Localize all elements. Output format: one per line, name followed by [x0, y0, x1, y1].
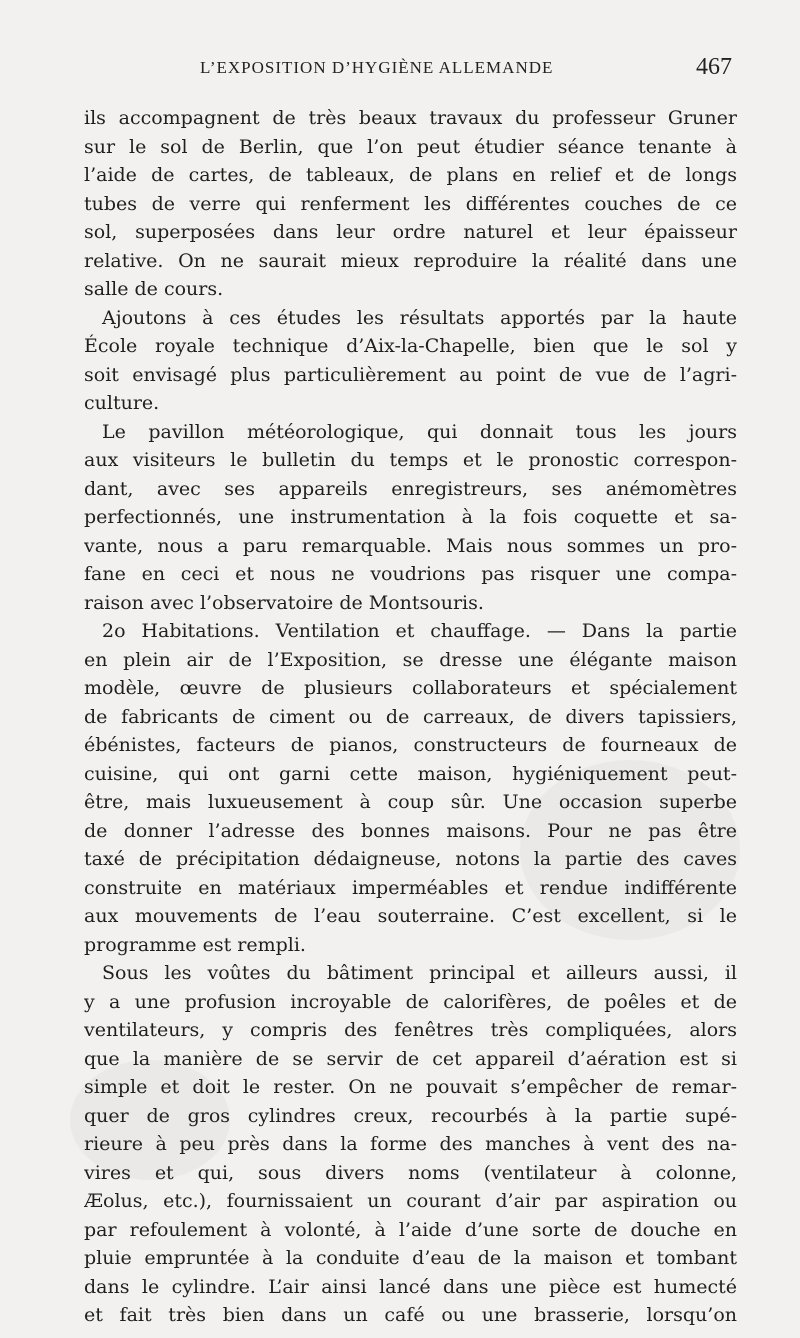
text-line: vante, nous a paru remarquable. Mais nous sommes un pro-: [84, 534, 737, 557]
text-line: tubes de verre qui renferment les différentes couches de ce: [84, 192, 737, 215]
text-line: l’aide de cartes, de tableaux, de plans en relief et de longs: [84, 164, 737, 186]
text-line: de donner l’adresse des bonnes maisons. Pour ne pas être: [84, 819, 737, 842]
text-line: dans le cylindre. L’air ainsi lancé dans une pièce est humecté: [84, 1275, 737, 1298]
text-line: ventilateurs, y compris des fenêtres très compliquées, alors: [84, 1019, 737, 1041]
text-line: quer de gros cylindres creux, recourbés à la partie supé-: [84, 1104, 737, 1127]
text-line: Ajoutons à ces études les résultats apportés par la haute: [102, 306, 737, 329]
text-line: sol, superposées dans leur ordre naturel et leur épaisseur: [84, 221, 737, 243]
text-line: aux mouvements de l’eau souterraine. C’est excellent, si le: [84, 905, 737, 927]
text-line: dant, avec ses appareils enregistreurs, ses anémomètres: [84, 477, 737, 500]
text-line: École royale technique d’Aix-la-Chapelle, bien que le sol y: [84, 335, 737, 357]
text-line: rieure à peu près dans la forme des manches à vent des na-: [84, 1133, 737, 1155]
text-line: cuisine, qui ont garni cette maison, hygiéniquement peut-: [84, 762, 737, 785]
page-header: [84, 54, 734, 88]
text-line: simple et doit le rester. On ne pouvait s’empêcher de remar-: [84, 1076, 737, 1098]
text-line: de fabricants de ciment ou de carreaux, de divers tapissiers,: [84, 705, 737, 728]
text-line: Le pavillon météorologique, qui donnait tous les jours: [102, 420, 737, 443]
text-line: modèle, œuvre de plusieurs collaborateurs et spécialement: [84, 677, 737, 699]
text-line: être, mais luxueusement à coup sûr. Une occasion superbe: [84, 791, 737, 813]
text-line: aux visiteurs le bulletin du temps et le pronostic correspon-: [84, 449, 737, 471]
text-line: programme est rempli.: [84, 933, 306, 956]
text-line: en plein air de l’Exposition, se dresse une élégante maison: [84, 648, 737, 671]
text-line: ébénistes, facteurs de pianos, constructeurs de fourneaux de: [84, 734, 737, 756]
text-line: fane en ceci et nous ne voudrions pas risquer une compa-: [84, 563, 737, 585]
page-number: 467: [696, 54, 732, 80]
text-line: par refoulement à volonté, à l’aide d’une sorte de douche en: [84, 1218, 737, 1241]
text-line: perfectionnés, une instrumentation à la fois coquette et sa-: [84, 506, 737, 528]
text-line: construite en matériaux imperméables et rendue indifférente: [84, 876, 737, 899]
text-line: et fait très bien dans un café ou une brasserie, lorsqu’on: [84, 1304, 737, 1326]
text-line: salle de cours.: [84, 278, 224, 300]
text-line: Sous les voûtes du bâtiment principal et ailleurs aussi, il: [102, 962, 737, 984]
text-line: soit envisagé plus particulièrement au point de vue de l’agri-: [84, 363, 737, 386]
text-line: Æolus, etc.), fournissaient un courant d’air par aspiration ou: [84, 1190, 737, 1212]
text-line: ils accompagnent de très beaux travaux du professeur Gruner: [84, 107, 737, 129]
section-heading-line: 2o Habitations. Ventilation et chauffage. — Dans la partie: [102, 620, 737, 642]
running-title: L’EXPOSITION D’HYGIÈNE ALLEMANDE: [200, 58, 554, 77]
text-line: taxé de précipitation dédaigneuse, notons la partie des caves: [84, 848, 737, 870]
text-line: y a une profusion incroyable de calorifères, de poêles et de: [84, 990, 737, 1013]
text-line: sur le sol de Berlin, que l’on peut étudier séance tenante à: [84, 135, 737, 158]
text-line: raison avec l’observatoire de Montsouris.: [84, 591, 484, 614]
text-line: que la manière de se servir de cet appareil d’aération est si: [84, 1047, 737, 1070]
text-line: relative. On ne saurait mieux reproduire la réalité dans une: [84, 249, 737, 272]
text-line: pluie empruntée à la conduite d’eau de la maison et tombant: [84, 1247, 737, 1269]
body-text: [84, 104, 737, 1330]
text-line: culture.: [84, 392, 160, 414]
text-line: vires et qui, sous divers noms (ventilateur à colonne,: [84, 1161, 737, 1184]
